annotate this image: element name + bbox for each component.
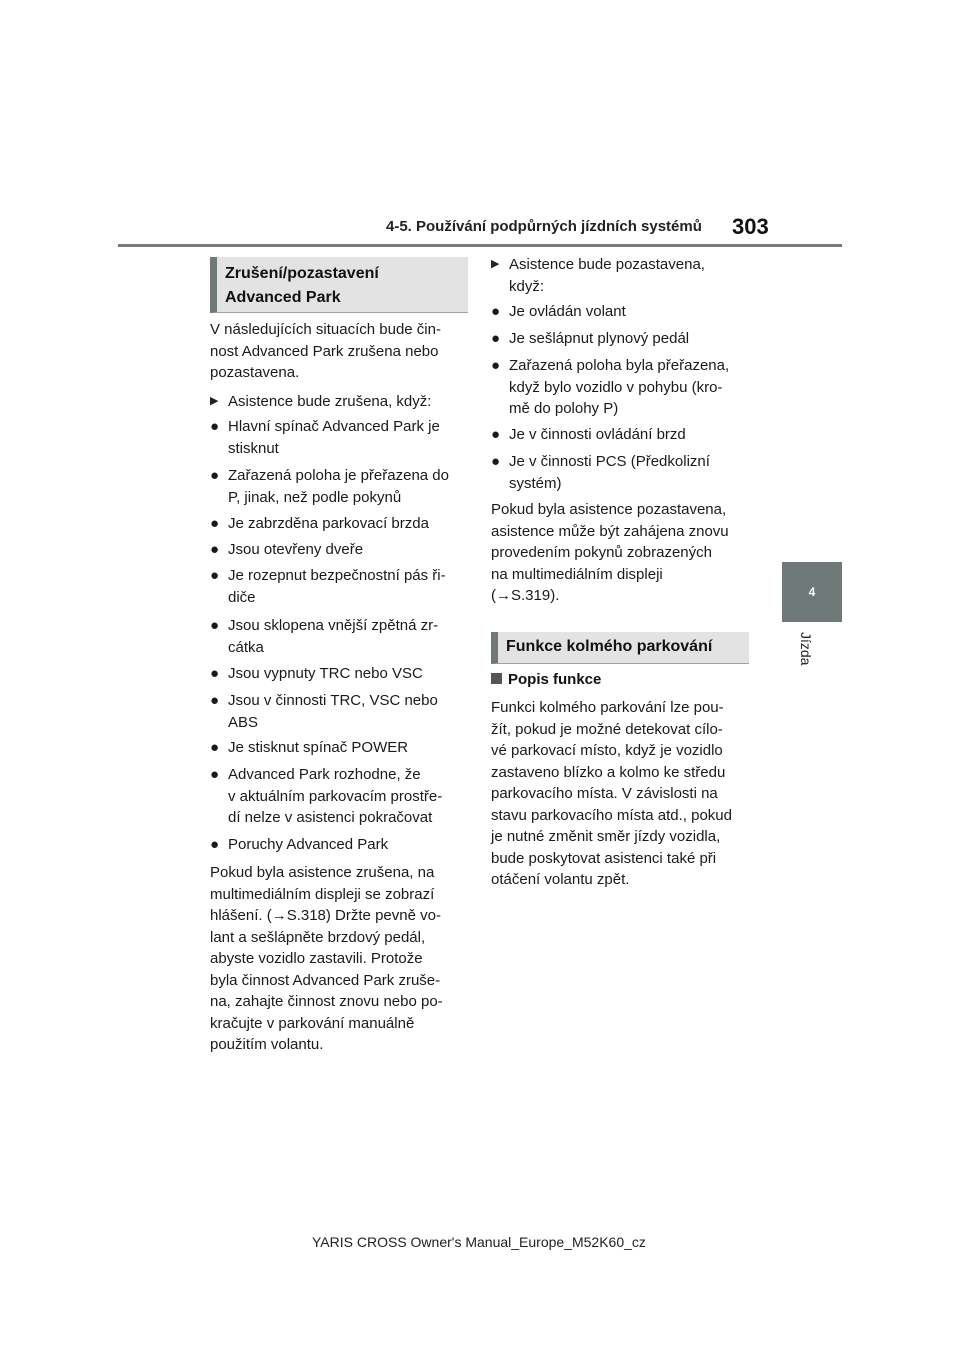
- list-item: ● Poruchy Advanced Park: [210, 834, 470, 856]
- list-item: ● Je v činnosti PCS (Předkolizní systém): [491, 453, 710, 492]
- bullet-dot-icon: ●: [210, 515, 220, 532]
- bullet-dot-icon: ●: [491, 357, 501, 374]
- cancel-closing-paragraph: Pokud byla asistence zrušena, na multimediálním displeji se zobrazí hlášení. (→S.318) Držte pevně vo- lant a sešlápněte brzdový pedál, abyste vozidlo zastavili. Protože byla činnost Advanced Park zruše- na, zahajte činnost znovu nebo po- kračujte v parkování manuálně použitím volantu.: [210, 864, 443, 1053]
- bullet-dot-icon: ●: [210, 467, 220, 484]
- list-item: ● Hlavní spínač Advanced Park je stisknut: [210, 418, 440, 457]
- list-item: ● Zařazená poloha byla přeřazena, když bylo vozidlo v pohybu (kro- mě do polohy P): [491, 357, 730, 417]
- chapter-tab-label: Jízda: [798, 632, 814, 666]
- header-divider: [118, 244, 842, 247]
- bullet-dot-icon: ●: [210, 567, 220, 584]
- footer-manual-id: YARIS CROSS Owner's Manual_Europe_M52K60_cz: [312, 1234, 646, 1250]
- bullet-dot-icon: ●: [491, 453, 501, 470]
- bullet-dot-icon: ●: [210, 836, 220, 853]
- list-item: ● Jsou vypnuty TRC nebo VSC: [210, 663, 470, 685]
- bullet-dot-icon: ●: [491, 330, 501, 347]
- list-item: ● Je sešlápnut plynový pedál: [491, 328, 751, 350]
- bullet-dot-icon: ●: [210, 739, 220, 756]
- condition-heading-cancel: ▶ Asistence bude zrušena, když:: [210, 391, 468, 413]
- bullet-dot-icon: ●: [491, 426, 501, 443]
- list-item: ● Je stisknut spínač POWER: [210, 737, 470, 759]
- bullet-dot-icon: ●: [210, 692, 220, 709]
- bullet-dot-icon: ●: [491, 303, 501, 320]
- bullet-dot-icon: ●: [210, 541, 220, 558]
- square-marker-icon: [491, 673, 502, 684]
- section-heading-perpendicular: Funkce kolmého parkování: [491, 632, 749, 664]
- list-item: ● Advanced Park rozhodne, že v aktuálním parkovacím prostře- dí nelze v asistenci pokračovat: [210, 766, 443, 826]
- list-item: ● Je v činnosti ovládání brzd: [491, 424, 751, 446]
- triangle-marker-icon: ▶: [210, 395, 219, 407]
- intro-paragraph: V následujících situacích bude čin- nost Advanced Park zrušena nebo pozastavena.: [210, 321, 441, 381]
- bullet-dot-icon: ●: [210, 766, 220, 783]
- bullet-dot-icon: ●: [210, 665, 220, 682]
- section-heading-cancel: Zrušení/pozastavení Advanced Park: [210, 257, 468, 313]
- bullet-dot-icon: ●: [210, 418, 220, 435]
- function-description-paragraph: Funkci kolmého parkování lze pou- žít, pokud je možné detekovat cílo- vé parkovací místo, když je vozidlo zastaveno blízko a kolmo ke středu parkovacího místa. V závislosti na stavu parkovacího místa atd., pokud je nutné změnit směr jízdy vozidla, bude poskytovat asistenci také při otáčení volantu zpět.: [491, 699, 732, 888]
- condition-heading-pause: ▶ Asistence bude pozastavena, když:: [491, 256, 705, 295]
- triangle-marker-icon: ▶: [491, 258, 500, 270]
- list-item: ● Jsou v činnosti TRC, VSC nebo ABS: [210, 692, 438, 731]
- chapter-tab[interactable]: 4: [782, 562, 842, 622]
- page-number: 303: [732, 214, 769, 239]
- list-item: ● Je zabrzděna parkovací brzda: [210, 513, 470, 535]
- bullet-dot-icon: ●: [210, 617, 220, 634]
- resume-paragraph: Pokud byla asistence pozastavena, asistence může být zahájena znovu provedením pokynů zobrazených na multimediálním displeji (→S.319).: [491, 501, 729, 604]
- list-item: ● Jsou sklopena vnější zpětná zr- cátka: [210, 617, 439, 656]
- list-item: ● Zařazená poloha je přeřazena do P, jinak, než podle pokynů: [210, 467, 449, 506]
- subheading-function-description: Popis funkce: [491, 671, 601, 688]
- chapter-title: 4-5. Používání podpůrných jízdních systémů: [386, 218, 702, 235]
- list-item: ● Je rozepnut bezpečnostní pás ři- diče: [210, 567, 446, 606]
- list-item: ● Je ovládán volant: [491, 301, 751, 323]
- list-item: ● Jsou otevřeny dveře: [210, 539, 470, 561]
